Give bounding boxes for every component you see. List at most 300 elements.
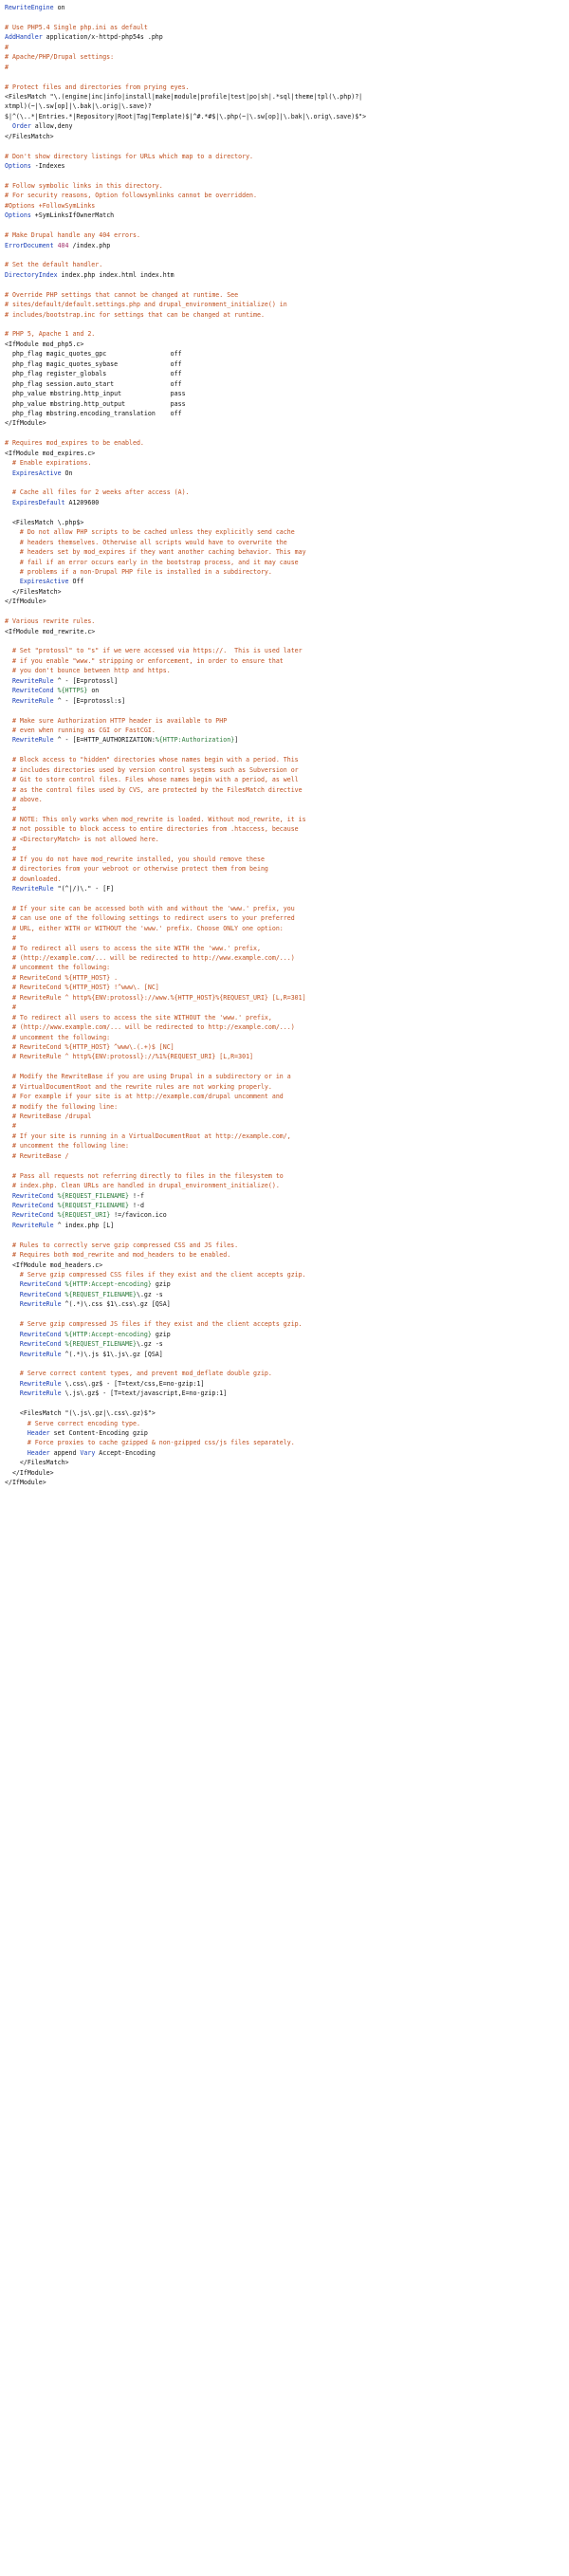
code-line bbox=[5, 795, 569, 804]
code-line bbox=[5, 973, 569, 983]
code-line bbox=[5, 577, 569, 586]
code-comment: # RewriteRule ^ http%{ENV:protossl}://%1%{REQUEST_URI} [L,R=301] bbox=[5, 1053, 254, 1061]
code-text bbox=[5, 687, 12, 694]
code-line bbox=[5, 933, 569, 943]
code-line bbox=[5, 1241, 569, 1250]
code-directive: DirectoryIndex bbox=[5, 270, 58, 279]
code-comment: # (http://example.com/... will be redirected to http://www.example.com/...) bbox=[5, 954, 295, 962]
code-text: Off bbox=[68, 578, 84, 586]
code-section-tag: </FilesMatch> bbox=[5, 132, 54, 140]
code-directive: Header bbox=[27, 1429, 50, 1437]
code-line bbox=[5, 1102, 569, 1112]
code-text bbox=[5, 1261, 12, 1269]
code-line bbox=[5, 369, 569, 378]
code-directive: RewriteCond bbox=[19, 1340, 62, 1349]
code-text: "(^|/)\." - [F] bbox=[53, 884, 115, 892]
code-text: \.gz -s bbox=[136, 1290, 163, 1298]
code-text bbox=[5, 1340, 20, 1348]
code-line bbox=[5, 418, 569, 428]
code-comment: # bbox=[5, 63, 9, 71]
code-line bbox=[5, 429, 569, 438]
code-line bbox=[5, 815, 569, 824]
code-line bbox=[5, 498, 569, 507]
code-section-tag: <IfModule mod_rewrite.c> bbox=[5, 627, 96, 635]
code-line bbox=[5, 112, 569, 121]
code-comment: # If you do not have mod_rewrite installed, you should remove these bbox=[5, 855, 265, 863]
code-line bbox=[5, 884, 569, 893]
code-line bbox=[5, 527, 569, 537]
code-line bbox=[5, 1181, 569, 1190]
code-line bbox=[5, 666, 569, 675]
code-text: gzip bbox=[151, 1280, 171, 1289]
code-directive: Vary bbox=[80, 1448, 96, 1457]
code-line bbox=[5, 547, 569, 557]
code-comment: # Requires mod_expires to be enabled. bbox=[5, 439, 144, 448]
code-directive: RewriteCond bbox=[11, 1201, 54, 1209]
code-comment: # can use one of the following settings to redirect users to your preferred bbox=[5, 914, 295, 923]
code-line bbox=[5, 1279, 569, 1289]
code-line bbox=[5, 1389, 569, 1398]
code-section-tag: </FilesMatch> bbox=[19, 1459, 69, 1467]
code-line bbox=[5, 241, 569, 250]
code-section-tag: </FilesMatch> bbox=[11, 587, 62, 596]
code-line bbox=[5, 1022, 569, 1032]
code-line bbox=[5, 636, 569, 646]
code-line bbox=[5, 1141, 569, 1150]
code-text: set Content-Encoding gzip bbox=[49, 1429, 148, 1437]
code-comment: # Set the default handler. bbox=[5, 261, 103, 269]
code-comment: # Git to store control files. Files whose names begin with a period, as well bbox=[5, 776, 299, 784]
code-line bbox=[5, 1201, 569, 1210]
code-text bbox=[5, 1222, 12, 1229]
code-text: index.php index.html index.htm bbox=[57, 270, 174, 279]
code-line bbox=[5, 507, 569, 517]
code-text: \.gz -s bbox=[136, 1340, 163, 1349]
code-comment: # <DirectoryMatch> is not allowed here. bbox=[5, 835, 159, 843]
code-line bbox=[5, 92, 569, 101]
code-line bbox=[5, 1339, 569, 1349]
code-directive: RewriteRule bbox=[11, 696, 54, 705]
code-section-tag: <IfModule mod_php5.c> bbox=[5, 340, 84, 348]
code-variable: %{HTTPS} bbox=[53, 687, 88, 695]
code-text: ^ - [E=HTTP_AUTHORIZATION: bbox=[53, 736, 156, 745]
code-line bbox=[5, 23, 569, 32]
code-directive: Options bbox=[5, 162, 31, 170]
code-comment: # Override PHP settings that cannot be changed at runtime. See bbox=[5, 290, 239, 299]
code-line bbox=[5, 181, 569, 191]
code-directive: ExpiresActive bbox=[19, 578, 69, 586]
code-line bbox=[5, 1221, 569, 1230]
code-line bbox=[5, 735, 569, 745]
code-comment: # RewriteBase / bbox=[5, 1151, 69, 1160]
code-comment: # VirtualDocumentRoot and the rewrite rules are not working properly. bbox=[5, 1082, 272, 1091]
code-directive: RewriteRule bbox=[11, 1221, 54, 1229]
code-text bbox=[5, 499, 12, 506]
code-text bbox=[5, 1459, 20, 1466]
code-line bbox=[5, 329, 569, 339]
code-line bbox=[5, 785, 569, 795]
code-line bbox=[5, 260, 569, 269]
code-line bbox=[5, 983, 569, 992]
code-line bbox=[5, 1033, 569, 1042]
code-line bbox=[5, 359, 569, 369]
code-comment: # PHP 5, Apache 1 and 2. bbox=[5, 330, 96, 339]
code-comment: # index.php. Clean URLs are handled in drupal_environment_initialize(). bbox=[5, 1182, 280, 1190]
code-line bbox=[5, 201, 569, 211]
code-line bbox=[5, 804, 569, 814]
code-comment: # Rules to correctly serve gzip compressed CSS and JS files. bbox=[5, 1241, 239, 1249]
code-comment: # directories from your webroot or otherwise protect them from being bbox=[5, 865, 268, 874]
code-line bbox=[5, 270, 569, 280]
code-line bbox=[5, 438, 569, 448]
code-comment: # problems if a non-Drupal PHP file is installed in a subdirectory. bbox=[5, 567, 272, 576]
code-text: \.js\.gz$ - [T=text/javascript,E=no-gzip:1] bbox=[61, 1389, 228, 1398]
code-line bbox=[5, 607, 569, 616]
code-line bbox=[5, 409, 569, 418]
code-text bbox=[5, 1211, 12, 1219]
code-comment: # downloaded. bbox=[5, 874, 62, 883]
code-comment: # Modify the RewriteBase if you are using Drupal in a subdirectory or in a bbox=[5, 1073, 291, 1081]
code-line bbox=[5, 280, 569, 289]
code-variable: %{HTTP:Authorization} bbox=[155, 736, 235, 745]
code-line bbox=[5, 824, 569, 834]
code-line bbox=[5, 211, 569, 220]
code-text bbox=[5, 1469, 12, 1477]
code-comment: # Serve correct content types, and prevent mod_deflate double gzip. bbox=[5, 1370, 272, 1378]
code-line bbox=[5, 696, 569, 706]
code-line bbox=[5, 963, 569, 972]
code-line bbox=[5, 627, 569, 636]
code-line bbox=[5, 83, 569, 92]
code-text: !-d bbox=[129, 1201, 144, 1209]
code-line bbox=[5, 686, 569, 695]
code-line bbox=[5, 1319, 569, 1329]
code-text: php_flag register_globals off bbox=[5, 370, 182, 378]
code-text: php_value mbstring.http_output pass bbox=[5, 399, 186, 408]
code-section-tag: </IfModule> bbox=[5, 1479, 46, 1487]
code-line bbox=[5, 290, 569, 300]
code-line bbox=[5, 141, 569, 151]
code-comment: # Use PHP5.4 Single php.ini as default bbox=[5, 23, 148, 31]
code-comment: # Apache/PHP/Drupal settings: bbox=[5, 53, 115, 62]
code-comment: # Set "protossl" to "s" if we were accessed via https://. This is used later bbox=[5, 647, 303, 655]
code-text: Accept-Encoding bbox=[95, 1448, 156, 1457]
code-line bbox=[5, 389, 569, 398]
code-text: ^(.*)\.css $1\.css\.gz [QSA] bbox=[61, 1300, 171, 1309]
code-line bbox=[5, 12, 569, 22]
code-comment: # Make sure Authorization HTTP header is available to PHP bbox=[5, 716, 228, 725]
code-line bbox=[5, 32, 569, 42]
code-line bbox=[5, 1003, 569, 1012]
code-text: \.css\.gz$ - [T=text/css,E=no-gzip:1] bbox=[61, 1379, 205, 1388]
code-line bbox=[5, 1161, 569, 1170]
code-directive: RewriteCond bbox=[19, 1330, 62, 1338]
code-variable: %{REQUEST_FILENAME} bbox=[53, 1191, 130, 1200]
code-line bbox=[5, 1458, 569, 1467]
code-line bbox=[5, 755, 569, 764]
code-text: ^ - [E=protossl:s] bbox=[53, 696, 126, 705]
code-line bbox=[5, 152, 569, 161]
code-text bbox=[5, 578, 20, 585]
code-comment: # bbox=[5, 1003, 16, 1012]
code-line bbox=[5, 924, 569, 933]
code-line bbox=[5, 63, 569, 72]
code-line bbox=[5, 716, 569, 726]
code-line bbox=[5, 835, 569, 844]
code-line bbox=[5, 458, 569, 468]
code-comment: # uncomment the following line: bbox=[5, 1142, 130, 1150]
code-directive: RewriteRule bbox=[19, 1379, 62, 1388]
code-directive: Order bbox=[11, 122, 31, 131]
code-comment: #Options +FollowSymLinks bbox=[5, 201, 96, 210]
code-line bbox=[5, 161, 569, 171]
code-number: 404 bbox=[53, 241, 69, 249]
code-directive: Options bbox=[5, 212, 31, 220]
code-text bbox=[5, 1291, 20, 1298]
code-section-tag: <FilesMatch "\.(engine|inc|info|install|make|module|profile|test|po|sh|.*sql|theme|tpl(\.php)?| bbox=[5, 92, 363, 101]
code-comment: # includes/bootstrap.inc for settings that can be changed at runtime. bbox=[5, 310, 265, 319]
code-text: php_flag magic_quotes_sybase off bbox=[5, 359, 182, 368]
code-line bbox=[5, 616, 569, 626]
code-text: php_flag session.auto_start off bbox=[5, 379, 182, 388]
code-line bbox=[5, 250, 569, 260]
code-line bbox=[5, 191, 569, 200]
code-text: php_flag magic_quotes_gpc off bbox=[5, 350, 182, 359]
code-text: php_value mbstring.http_input pass bbox=[5, 390, 186, 398]
code-text: php_flag mbstring.encoding_translation off bbox=[5, 409, 182, 417]
code-line bbox=[5, 844, 569, 854]
code-comment: # If your site is running in a VirtualDocumentRoot at http://example.com/, bbox=[5, 1132, 291, 1140]
code-text bbox=[5, 122, 12, 130]
code-directive: ExpiresDefault bbox=[11, 498, 65, 506]
code-line bbox=[5, 1369, 569, 1378]
code-comment: # RewriteBase /drupal bbox=[5, 1113, 92, 1120]
code-section-tag: </IfModule> bbox=[11, 1468, 54, 1477]
code-comment: # sites/default/default.settings.php and drupal_environment_initialize() in bbox=[5, 301, 287, 309]
code-line bbox=[5, 874, 569, 884]
code-line bbox=[5, 1260, 569, 1270]
code-text: ] bbox=[234, 736, 239, 745]
code-line bbox=[5, 1250, 569, 1260]
code-variable: %{REQUEST_FILENAME} bbox=[53, 1201, 130, 1209]
code-line bbox=[5, 171, 569, 180]
code-comment: # Do not allow PHP scripts to be cached unless they explicitly send cache bbox=[5, 528, 295, 537]
code-text: A1209600 bbox=[64, 498, 100, 506]
code-line bbox=[5, 1062, 569, 1072]
code-comment: # Don't show directory listings for URLs which map to a directory. bbox=[5, 152, 254, 160]
code-text bbox=[5, 1449, 28, 1457]
code-text: !=/favicon.ico bbox=[110, 1211, 167, 1220]
code-line bbox=[5, 1419, 569, 1428]
code-comment: # bbox=[5, 934, 16, 943]
code-line bbox=[5, 597, 569, 606]
code-line bbox=[5, 101, 569, 111]
code-section-tag: <FilesMatch "(\.js\.gz|\.css\.gz)$"> bbox=[19, 1409, 156, 1418]
code-comment: # RewriteCond %{HTTP_HOST} . bbox=[5, 973, 119, 982]
code-line bbox=[5, 745, 569, 755]
code-directive: ErrorDocument bbox=[5, 241, 54, 249]
code-line bbox=[5, 706, 569, 715]
code-text bbox=[5, 1331, 20, 1338]
code-comment: # above. bbox=[5, 796, 43, 803]
code-comment: # RewriteCond %{HTTP_HOST} !^www\. [NC] bbox=[5, 984, 159, 992]
code-variable: %{HTTP:Accept-encoding} bbox=[61, 1280, 152, 1289]
code-text: on bbox=[53, 4, 65, 11]
code-variable: %{REQUEST_FILENAME} bbox=[61, 1340, 137, 1349]
code-line bbox=[5, 944, 569, 953]
code-text bbox=[5, 736, 12, 744]
code-line bbox=[5, 349, 569, 359]
code-line bbox=[5, 1092, 569, 1101]
code-section-tag: xtmpl)(~|\.sw[op]|\.bak|\.orig|\.save)? bbox=[5, 102, 152, 111]
code-line bbox=[5, 765, 569, 775]
code-line bbox=[5, 1359, 569, 1369]
code-comment: # bbox=[5, 845, 16, 854]
code-comment: # Enable expirations. bbox=[5, 459, 92, 468]
code-line bbox=[5, 340, 569, 349]
code-line bbox=[5, 1121, 569, 1131]
code-comment: # Follow symbolic links in this directory. bbox=[5, 181, 163, 190]
code-directive: RewriteRule bbox=[11, 736, 54, 745]
code-comment: # bbox=[5, 805, 16, 814]
code-line bbox=[5, 300, 569, 309]
code-text: /index.php bbox=[68, 241, 111, 249]
code-comment: # if you enable "www." stripping or enforcement, in order to ensure that bbox=[5, 656, 284, 665]
code-directive: AddHandler bbox=[5, 33, 43, 42]
code-text bbox=[5, 1280, 20, 1288]
code-line bbox=[5, 52, 569, 62]
code-line bbox=[5, 449, 569, 458]
code-line bbox=[5, 1191, 569, 1201]
code-comment: # Serve gzip compressed CSS files if they exist and the client accepts gzip. bbox=[5, 1271, 306, 1279]
code-line bbox=[5, 43, 569, 52]
code-text: on bbox=[87, 687, 100, 695]
code-text bbox=[5, 1429, 28, 1437]
code-comment: # URL, either WITH or WITHOUT the 'www.' prefix. Choose ONLY one option: bbox=[5, 924, 284, 932]
code-text: On bbox=[61, 469, 73, 477]
code-line bbox=[5, 1072, 569, 1081]
code-line bbox=[5, 399, 569, 409]
code-line bbox=[5, 1299, 569, 1309]
code-comment: # Pass all requests not referring directly to files in the filesystem to bbox=[5, 1171, 284, 1180]
code-comment: # fail if an error occurs early in the bootstrap process, and it may cause bbox=[5, 558, 299, 566]
code-text: append bbox=[49, 1448, 81, 1457]
code-directive: RewriteCond bbox=[11, 1191, 54, 1200]
code-line bbox=[5, 478, 569, 488]
code-line bbox=[5, 1210, 569, 1220]
code-comment: # Serve correct encoding type. bbox=[5, 1419, 140, 1427]
code-text bbox=[5, 1380, 20, 1388]
code-text: -Indexes bbox=[30, 162, 65, 170]
code-text: ^ - [E=protossl] bbox=[53, 676, 119, 685]
code-line bbox=[5, 1230, 569, 1240]
code-line bbox=[5, 864, 569, 874]
code-comment: # Protect files and directories from prying eyes. bbox=[5, 83, 190, 91]
code-comment: # RewriteCond %{HTTP_HOST} ^www\.(.+)$ [NC] bbox=[5, 1042, 174, 1051]
code-text bbox=[5, 697, 12, 705]
code-directive: RewriteRule bbox=[11, 676, 54, 685]
code-line bbox=[5, 379, 569, 389]
code-comment: # bbox=[5, 43, 9, 51]
code-text: ^(.*)\.js $1\.js\.gz [QSA] bbox=[61, 1350, 163, 1358]
code-text bbox=[5, 1192, 12, 1200]
code-line bbox=[5, 121, 569, 131]
code-text bbox=[5, 1389, 20, 1397]
code-line bbox=[5, 1132, 569, 1141]
code-comment: # includes directories used by version control systems such as Subversion or bbox=[5, 765, 299, 774]
code-line bbox=[5, 855, 569, 864]
code-section-tag: <IfModule mod_expires.c> bbox=[5, 449, 96, 457]
code-comment: # To redirect all users to access the site WITHOUT the 'www.' prefix, bbox=[5, 1013, 272, 1021]
code-text bbox=[5, 1202, 12, 1209]
code-line bbox=[5, 1408, 569, 1418]
code-variable: %{HTTP:Accept-encoding} bbox=[61, 1330, 152, 1338]
code-line bbox=[5, 1310, 569, 1319]
code-text: allow,deny bbox=[30, 122, 73, 131]
code-text bbox=[5, 469, 12, 477]
code-line bbox=[5, 775, 569, 784]
code-line bbox=[5, 567, 569, 577]
code-comment: # uncomment the following: bbox=[5, 964, 111, 972]
code-line bbox=[5, 558, 569, 567]
code-directive: RewriteCond bbox=[19, 1290, 62, 1298]
code-comment: # Various rewrite rules. bbox=[5, 617, 96, 626]
code-line bbox=[5, 1151, 569, 1161]
code-comment: # Force proxies to cache gzipped & non-gzipped css/js files separately. bbox=[5, 1439, 295, 1447]
code-line bbox=[5, 1399, 569, 1408]
code-line bbox=[5, 230, 569, 240]
code-comment: # If your site can be accessed both with and without the 'www.' prefix, you bbox=[5, 904, 295, 912]
code-section-tag: $|^(\..*|Entries.*|Repository|Root|Tag|Template)$|^#.*#$|\.php(~|\.sw[op]|\.bak|\.orig\.save)$"> bbox=[5, 112, 367, 120]
code-line bbox=[5, 904, 569, 913]
code-comment: # To redirect all users to access the site WITH the 'www.' prefix, bbox=[5, 944, 261, 952]
code-line bbox=[5, 1428, 569, 1438]
code-line bbox=[5, 221, 569, 230]
code-text bbox=[5, 1409, 20, 1417]
code-text bbox=[5, 677, 12, 685]
code-text: application/x-httpd-php54s .php bbox=[42, 33, 163, 42]
code-line bbox=[5, 518, 569, 527]
code-directive: ExpiresActive bbox=[11, 469, 62, 477]
code-directive: RewriteCond bbox=[11, 687, 54, 695]
code-line bbox=[5, 1290, 569, 1299]
code-comment: # Make Drupal handle any 404 errors. bbox=[5, 231, 140, 240]
code-comment: # Requires both mod_rewrite and mod_headers to be enabled. bbox=[5, 1251, 231, 1260]
code-comment: # uncomment the following: bbox=[5, 1033, 111, 1041]
code-text bbox=[5, 588, 12, 596]
code-directive: RewriteRule bbox=[11, 884, 54, 892]
code-comment: # bbox=[5, 1122, 16, 1131]
code-line bbox=[5, 726, 569, 735]
code-comment: # (http://www.example.com/... will be redirected to http://example.com/...) bbox=[5, 1023, 295, 1032]
code-line bbox=[5, 1350, 569, 1359]
code-comment: # modify the following line: bbox=[5, 1102, 119, 1111]
code-comment: # Block access to "hidden" directories whose names begin with a period. This bbox=[5, 756, 299, 764]
code-line bbox=[5, 646, 569, 655]
code-directive: RewriteCond bbox=[11, 1211, 54, 1220]
code-text bbox=[5, 885, 12, 892]
code-directive: RewriteRule bbox=[19, 1300, 62, 1309]
code-line bbox=[5, 1478, 569, 1487]
code-comment: # For example if your site is at http://example.com/drupal uncomment and bbox=[5, 1093, 284, 1101]
code-comment: # as the control files used by CVS, are protected by the FilesMatch directive bbox=[5, 785, 303, 794]
code-comment: # headers set by mod_expires if they want another caching behavior. This may bbox=[5, 548, 306, 557]
code-line bbox=[5, 993, 569, 1003]
code-comment: # RewriteRule ^ http%{ENV:protossl}://www.%{HTTP_HOST}%{REQUEST_URI} [L,R=301] bbox=[5, 993, 306, 1002]
code-text: gzip bbox=[151, 1330, 171, 1338]
code-line bbox=[5, 1052, 569, 1061]
code-line bbox=[5, 538, 569, 547]
